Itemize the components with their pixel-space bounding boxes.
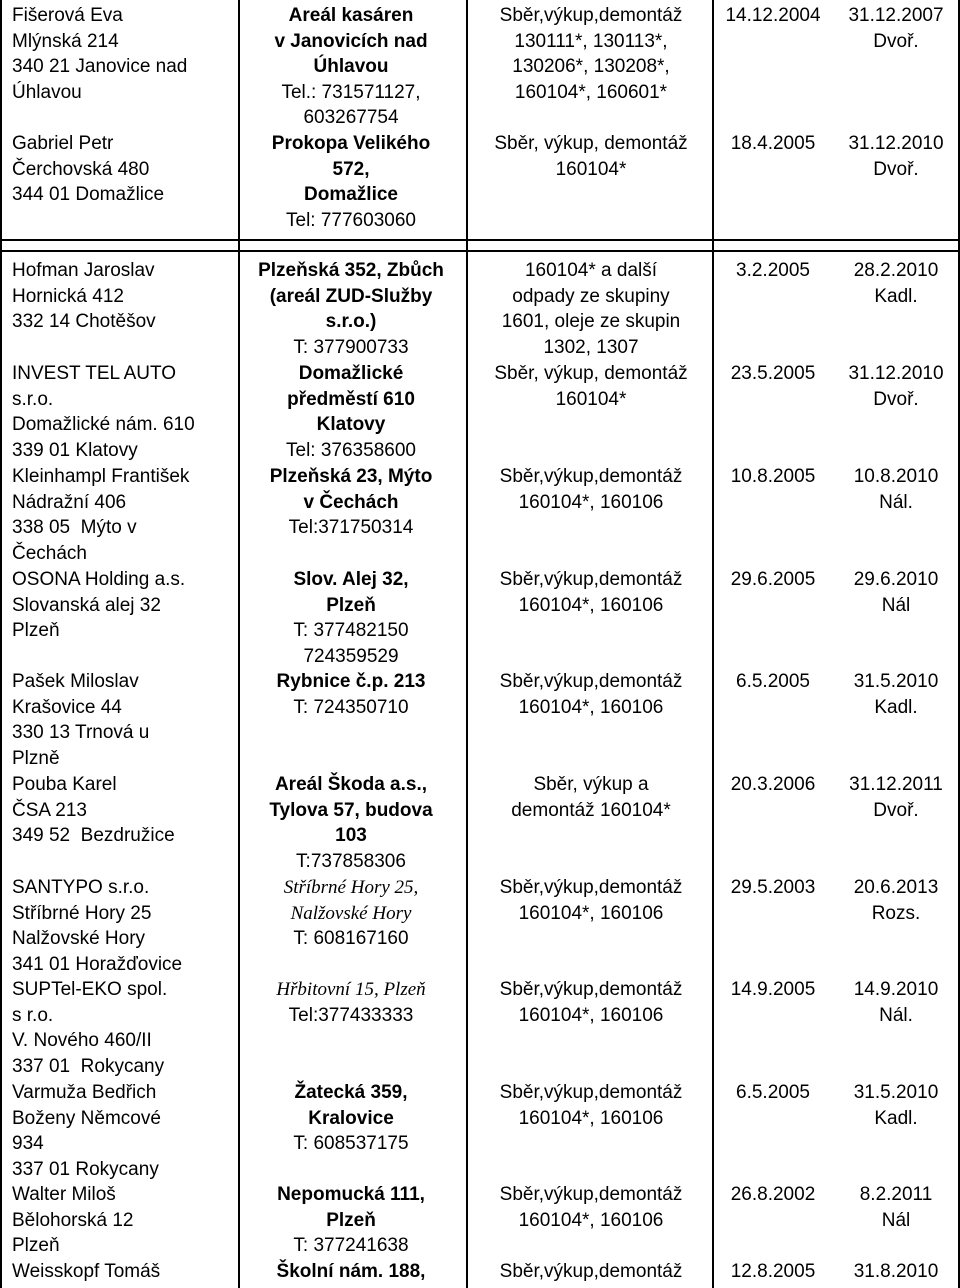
owner-line: 338 05 Mýto v: [12, 517, 137, 538]
owner-line: ČSA 213: [12, 799, 87, 821]
owner-line: 340 21 Janovice nad: [12, 56, 188, 77]
valid-from-cell: [714, 567, 832, 593]
location-cell: [240, 464, 462, 541]
owner-cell: [12, 3, 240, 105]
location-line: Plzeň: [326, 594, 376, 616]
owner-line: 332 14 Chotěšov: [12, 311, 156, 332]
location-cell: [240, 1259, 462, 1285]
location-line: Hřbitovní 15, Plzeň: [276, 979, 426, 1000]
location-line: 603267754: [303, 107, 399, 128]
location-line: Prokopa Velikého: [271, 133, 431, 154]
location-line: (areál ZUD-Služby: [269, 285, 433, 307]
location-line: Kralovice: [308, 1107, 394, 1129]
activity-line: odpady ze skupiny: [512, 285, 670, 307]
valid-from-date: 12.8.2005: [730, 1261, 816, 1282]
official-abbrev: Kadl.: [874, 285, 918, 307]
activity-line: Sběr,výkup,demontáž: [499, 979, 683, 1000]
owner-line: Čerchovská 480: [12, 158, 150, 180]
owner-line: Gabriel Petr: [12, 133, 114, 154]
activity-line: Sběr,výkup,demontáž: [499, 1184, 683, 1205]
location-cell: [240, 258, 462, 360]
activity-cell: [470, 1080, 712, 1131]
valid-from-cell: [714, 1182, 832, 1208]
valid-from-date: 6.5.2005: [736, 1082, 810, 1103]
owner-line: Nádražní 406: [12, 491, 127, 513]
location-line: Úhlavou: [313, 56, 389, 77]
owner-line: Kleinhampl František: [12, 466, 190, 487]
activity-line: 160104*, 160601*: [514, 81, 668, 103]
valid-from-cell: [714, 1259, 832, 1285]
activity-line: 1302, 1307: [543, 336, 639, 358]
location-line: T: 377900733: [293, 336, 409, 358]
owner-line: Hofman Jaroslav: [12, 260, 155, 281]
owner-cell: [12, 567, 240, 644]
activity-line: Sběr,výkup,demontáž: [499, 5, 683, 26]
valid-from-date: 10.8.2005: [730, 466, 816, 487]
owner-line: Weisskopf Tomáš: [12, 1261, 161, 1282]
owner-cell: [12, 875, 240, 977]
owner-line: Mlýnská 214: [12, 30, 119, 52]
location-cell: [240, 361, 462, 463]
activity-cell: [470, 567, 712, 618]
valid-from-cell: [714, 1080, 832, 1106]
valid-until-date: 20.6.2013: [853, 877, 939, 898]
owner-line: Pašek Miloslav: [12, 671, 139, 692]
official-abbrev: Nál.: [879, 491, 913, 513]
owner-line: Domažlické nám. 610: [12, 414, 195, 435]
valid-until-cell: [832, 464, 960, 515]
activity-line: 160104*, 160106: [518, 696, 664, 718]
activity-cell: [470, 1182, 712, 1233]
activity-line: 1601, oleje ze skupin: [501, 311, 681, 332]
official-abbrev: Dvoř.: [873, 158, 919, 180]
location-line: 572,: [332, 158, 370, 180]
location-line: Tylova 57, budova: [269, 799, 433, 821]
owner-line: s r.o.: [12, 1004, 54, 1026]
activity-line: Sběr,výkup,demontáž: [499, 569, 683, 590]
activity-cell: [470, 977, 712, 1028]
activity-line: 130111*, 130113*,: [514, 30, 668, 52]
activity-line: Sběr, výkup, demontáž: [494, 363, 688, 384]
valid-from-date: 20.3.2006: [730, 774, 816, 795]
owner-line: Varmuža Bedřich: [12, 1082, 157, 1103]
activity-cell: [470, 875, 712, 926]
location-line: Rybnice č.p. 213: [276, 671, 426, 692]
activity-line: Sběr,výkup,demontáž: [499, 1261, 683, 1282]
owner-line: 337 01 Rokycany: [12, 1055, 165, 1077]
location-line: Plzeňská 23, Mýto: [269, 466, 433, 487]
location-cell: [240, 567, 462, 669]
owner-line: 344 01 Domažlice: [12, 184, 165, 205]
valid-from-cell: [714, 977, 832, 1003]
valid-from-date: 26.8.2002: [730, 1184, 816, 1205]
valid-from-cell: [714, 361, 832, 387]
owner-line: 337 01 Rokycany: [12, 1158, 159, 1180]
location-line: 724359529: [303, 645, 399, 667]
activity-line: Sběr,výkup,demontáž: [499, 671, 683, 692]
activity-line: 160104*, 160106: [518, 491, 664, 513]
activity-cell: [470, 258, 712, 360]
activity-line: demontáž 160104*: [511, 799, 671, 821]
valid-until-cell: [832, 131, 960, 182]
valid-until-cell: [832, 361, 960, 412]
location-line: Tel: 777603060: [286, 209, 416, 231]
valid-until-date: 31.5.2010: [853, 1082, 939, 1103]
owner-line: 330 13 Trnová u: [12, 722, 150, 743]
valid-until-date: 31.12.2007: [848, 5, 944, 26]
activity-cell: [470, 1259, 712, 1285]
official-abbrev: Dvoř.: [873, 30, 919, 52]
location-line: Areál Škoda a.s.,: [274, 774, 428, 795]
valid-until-cell: [832, 669, 960, 720]
owner-line: 934: [12, 1133, 44, 1154]
location-line: Stříbrné Hory 25,: [283, 877, 419, 898]
owner-line: Fišerová Eva: [12, 5, 123, 26]
valid-from-cell: [714, 772, 832, 798]
owner-cell: [12, 1182, 240, 1259]
location-line: předměstí 610: [287, 388, 415, 410]
activity-cell: [470, 669, 712, 720]
valid-until-date: 29.6.2010: [853, 569, 939, 590]
official-abbrev: Nál: [881, 594, 911, 616]
owner-line: Plzeň: [12, 1235, 60, 1256]
owner-cell: [12, 464, 240, 566]
owner-line: Slovanská alej 32: [12, 594, 161, 616]
location-line: Tel:371750314: [288, 517, 414, 538]
section-break: [0, 250, 960, 252]
activity-cell: [470, 3, 712, 105]
activity-line: Sběr,výkup,demontáž: [499, 877, 683, 898]
location-line: Domažlice: [304, 184, 398, 205]
section-break: [0, 239, 960, 241]
location-cell: [240, 3, 462, 131]
valid-from-cell: [714, 669, 832, 695]
owner-cell: [12, 1080, 240, 1182]
valid-from-date: 29.6.2005: [730, 569, 816, 590]
valid-until-date: 28.2.2010: [853, 260, 939, 281]
valid-until-cell: [832, 1182, 960, 1233]
activity-cell: [470, 131, 712, 182]
owner-line: OSONA Holding a.s.: [12, 569, 186, 590]
activity-cell: [470, 772, 712, 823]
location-line: Domažlické: [298, 363, 404, 384]
valid-until-cell: [832, 1259, 960, 1285]
location-line: Klatovy: [316, 414, 386, 435]
location-line: Tel:377433333: [288, 1004, 414, 1026]
location-line: T: 377241638: [293, 1235, 409, 1256]
owner-line: Pouba Karel: [12, 774, 117, 795]
location-line: 103: [335, 825, 367, 846]
valid-from-date: 18.4.2005: [730, 133, 816, 154]
owner-cell: [12, 772, 240, 849]
owner-cell: [12, 361, 240, 463]
location-cell: [240, 669, 462, 720]
valid-until-date: 31.12.2010: [848, 363, 944, 384]
valid-until-date: 8.2.2011: [859, 1184, 933, 1205]
activity-line: 130206*, 130208*,: [512, 56, 670, 77]
owner-line: INVEST TEL AUTO: [12, 363, 177, 384]
valid-until-cell: [832, 1080, 960, 1131]
activity-line: 160104*, 160106: [518, 594, 664, 616]
valid-until-cell: [832, 875, 960, 926]
owner-line: Plzně: [12, 747, 60, 769]
valid-until-cell: [832, 567, 960, 618]
activity-cell: [470, 464, 712, 515]
owner-line: Bělohorská 12: [12, 1209, 134, 1231]
valid-from-cell: [714, 464, 832, 490]
valid-from-date: 14.12.2004: [725, 5, 821, 26]
column-border: [0, 0, 2, 1288]
valid-until-cell: [832, 772, 960, 823]
owner-line: Boženy Němcové: [12, 1107, 161, 1129]
location-line: T:737858306: [296, 850, 406, 872]
owner-cell: [12, 669, 240, 771]
location-line: Areál kasáren: [288, 5, 414, 26]
activity-line: Sběr,výkup,demontáž: [499, 466, 683, 487]
valid-from-date: 29.5.2003: [730, 877, 816, 898]
location-line: T: 608537175: [293, 1133, 409, 1154]
location-line: Slov. Alej 32,: [293, 569, 409, 590]
official-abbrev: Dvoř.: [873, 799, 919, 821]
owner-line: Krašovice 44: [12, 696, 122, 718]
activity-line: 160104*, 160106: [518, 1209, 664, 1231]
valid-until-date: 10.8.2010: [853, 466, 939, 487]
valid-from-date: 3.2.2005: [736, 260, 810, 281]
activity-cell: [470, 361, 712, 412]
location-line: Žatecká 359,: [294, 1082, 408, 1103]
owner-line: 349 52 Bezdružice: [12, 825, 175, 846]
valid-until-cell: [832, 3, 960, 54]
location-line: Školní nám. 188,: [276, 1261, 426, 1282]
location-cell: [240, 1080, 462, 1157]
owner-cell: [12, 1259, 240, 1285]
valid-from-cell: [714, 258, 832, 284]
location-cell: [240, 875, 462, 952]
owner-line: 339 01 Klatovy: [12, 439, 138, 461]
valid-until-date: 31.5.2010: [853, 671, 939, 692]
location-cell: [240, 977, 462, 1028]
location-line: Tel.: 731571127,: [281, 81, 421, 103]
valid-until-cell: [832, 977, 960, 1028]
activity-line: 160104* a další: [524, 260, 658, 281]
valid-until-date: 31.12.2011: [849, 774, 943, 795]
location-cell: [240, 1182, 462, 1259]
valid-until-cell: [832, 258, 960, 309]
owner-line: Nalžovské Hory: [12, 928, 146, 949]
official-abbrev: Kadl.: [874, 696, 918, 718]
location-line: v Janovicích nad: [274, 30, 428, 52]
official-abbrev: Rozs.: [871, 902, 921, 924]
valid-until-date: 14.9.2010: [853, 979, 939, 1000]
activity-line: Sběr, výkup, demontáž: [494, 133, 688, 154]
activity-line: 160104*, 160106: [518, 902, 664, 924]
activity-line: Sběr,výkup,demontáž: [499, 1082, 683, 1103]
location-line: T: 377482150: [293, 620, 409, 641]
owner-line: Plzeň: [12, 620, 60, 641]
location-line: T: 724350710: [293, 696, 409, 718]
owner-line: V. Nového 460/II: [12, 1030, 152, 1051]
location-line: T: 608167160: [293, 928, 409, 949]
location-cell: [240, 131, 462, 233]
location-cell: [240, 772, 462, 874]
location-line: Tel: 376358600: [286, 439, 416, 461]
valid-until-date: 31.12.2010: [848, 133, 944, 154]
owner-line: Hornická 412: [12, 285, 124, 307]
location-line: Nepomucká 111,: [277, 1184, 425, 1205]
official-abbrev: Dvoř.: [873, 388, 919, 410]
activity-line: Sběr, výkup a: [533, 774, 649, 795]
location-line: Nalžovské Hory: [290, 902, 412, 924]
valid-from-cell: [714, 875, 832, 901]
owner-line: Čechách: [12, 542, 87, 564]
owner-cell: [12, 258, 240, 335]
owner-line: s.r.o.: [12, 388, 54, 410]
valid-from-date: 14.9.2005: [730, 979, 816, 1000]
owner-cell: [12, 131, 240, 208]
official-abbrev: Nál.: [879, 1004, 913, 1026]
activity-line: 160104*: [555, 388, 627, 410]
activity-line: 160104*, 160106: [518, 1004, 664, 1026]
owner-line: SANTYPO s.r.o.: [12, 877, 150, 898]
official-abbrev: Kadl.: [874, 1107, 918, 1129]
location-line: v Čechách: [303, 491, 399, 513]
column-border: [466, 0, 468, 1288]
valid-from-cell: [714, 3, 832, 29]
valid-from-cell: [714, 131, 832, 157]
valid-until-date: 31.8.2010: [853, 1261, 939, 1282]
owner-line: 341 01 Horažďovice: [12, 953, 183, 975]
owner-cell: [12, 977, 240, 1079]
official-abbrev: Nál: [881, 1209, 911, 1231]
valid-from-date: 6.5.2005: [736, 671, 810, 692]
owner-line: Stříbrné Hory 25: [12, 902, 152, 924]
activity-line: 160104*, 160106: [518, 1107, 664, 1129]
owner-line: SUPTel-EKO spol.: [12, 979, 168, 1000]
location-line: Plzeňská 352, Zbůch: [258, 260, 444, 281]
owner-line: Úhlavou: [12, 81, 82, 103]
location-line: Plzeň: [326, 1209, 376, 1231]
location-line: s.r.o.): [325, 311, 377, 332]
activity-line: 160104*: [555, 158, 627, 180]
owner-line: Walter Miloš: [12, 1184, 116, 1205]
valid-from-date: 23.5.2005: [730, 363, 816, 384]
